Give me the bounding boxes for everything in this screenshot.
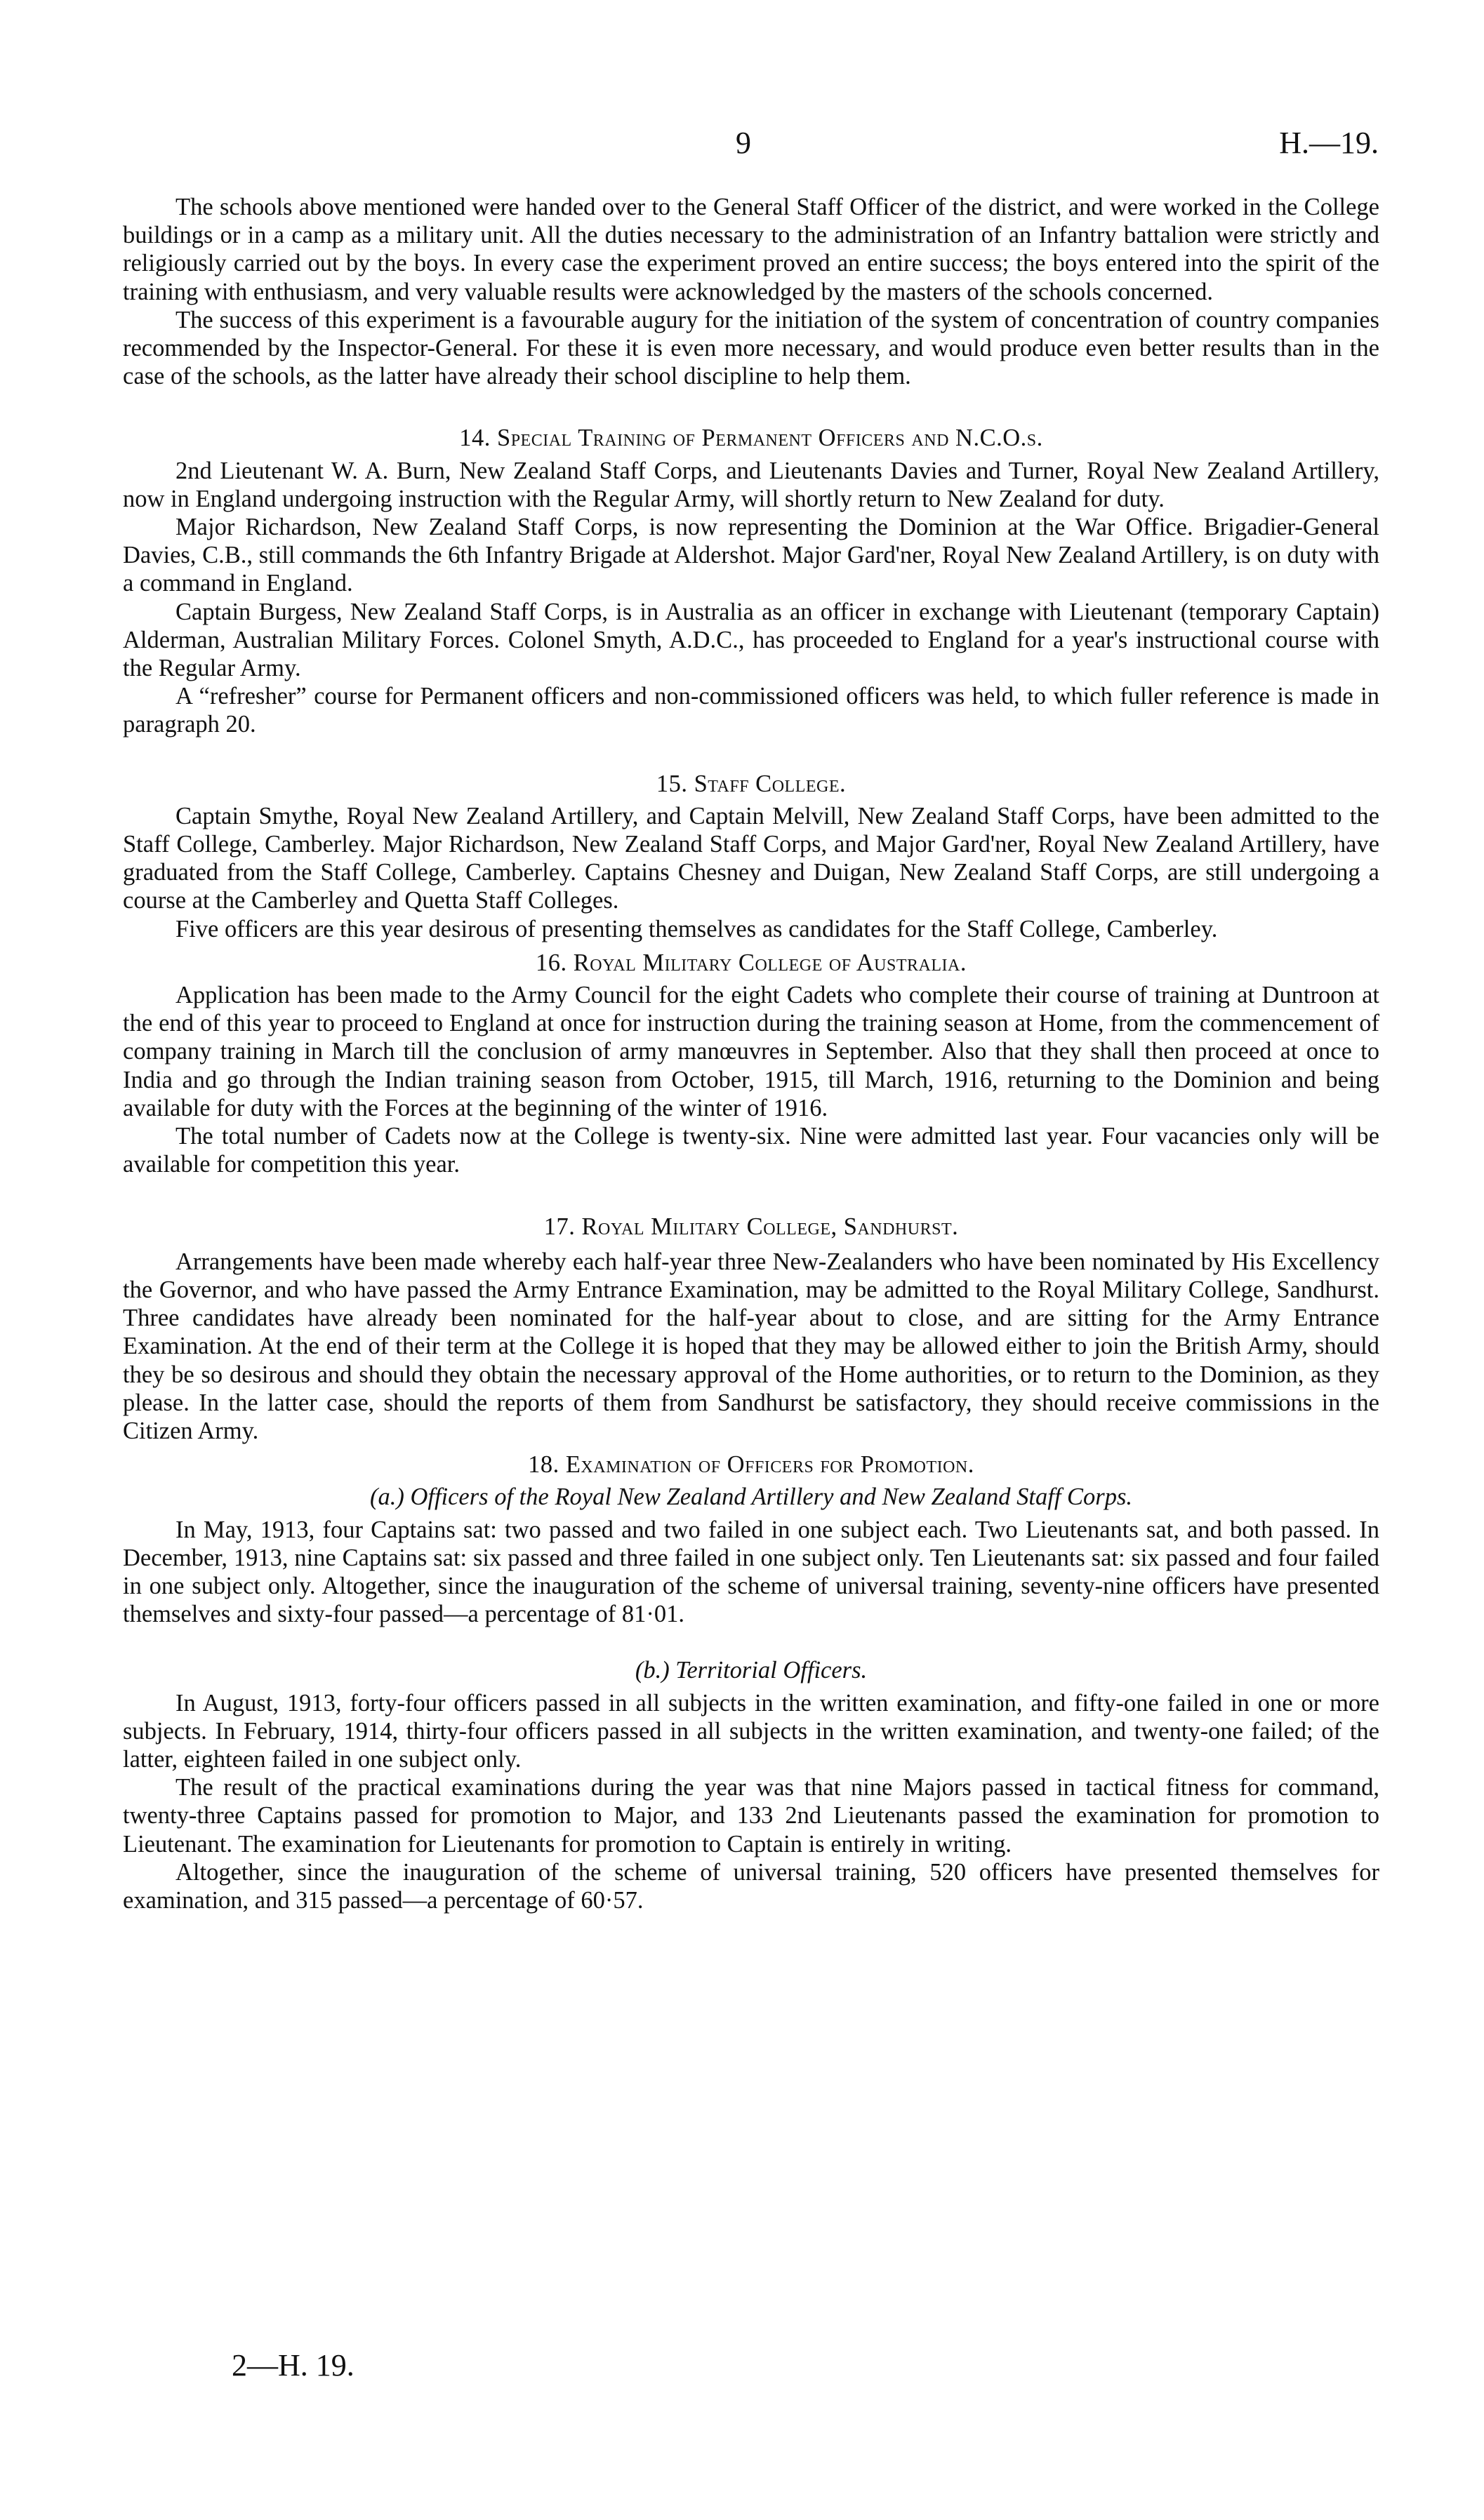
document-reference: H.—19. (1279, 126, 1379, 160)
section-heading-15: 15. Staff College. (656, 770, 847, 797)
paragraph: 2nd Lieutenant W. A. Burn, New Zealand Staff Corps, and Lieutenants Davies and Turner, Royal New Zealand Artillery, now in England undergoing instruction with the Regular Army, will shortly return to New Zealand for duty. (123, 457, 1379, 512)
paragraph: The total number of Cadets now at the College is twenty-six. Nine were admitted last year. Four vacancies only will be available for competition this year. (123, 1123, 1379, 1178)
paragraph: In May, 1913, four Captains sat: two passed and two failed in one subject each. Two Lieutenants sat, and both passed. In December, 1913, nine Captains sat: six passed and three failed in one subject only. Ten Lieutenants sat: six passed and four failed in one subject only. Altogether, since the inauguration of the scheme of universal training, seventy-nine officers have presented themselves and sixty-four passed—a percentage of 81·01. (123, 1516, 1379, 1628)
paragraph: Captain Smythe, Royal New Zealand Artillery, and Captain Melvill, New Zealand Staff Corps, have been admitted to the Staff College, Camberley. Major Richardson, New Zealand Staff Corps, and Major Gard'ner, Royal New Zealand Artillery, have graduated from the Staff College, Camberley. Captains Chesney and Duigan, New Zealand Staff Corps, are still undergoing a course at the Camberley and Quetta Staff Colleges. (123, 802, 1379, 914)
page-body (123, 193, 1379, 1914)
section-heading-14: 14. Special Training of Permanent Officers and N.C.O.s. (459, 425, 1043, 452)
paragraph: Captain Burgess, New Zealand Staff Corps, is in Australia as an officer in exchange with Lieutenant (temporary Captain) Alderman, Australian Military Forces. Colonel Smyth, A.D.C., has proceeded to England for a year's instructional course with the Regular Army. (123, 598, 1379, 682)
page-number: 9 (736, 126, 751, 160)
paragraph: Arrangements have been made whereby each half-year three New-Zealanders who have been nominated by His Excellency the Governor, and who have passed the Army Entrance Examination, may be admitted to the Royal Military College, Sandhurst. Three candidates have already been nominated for the half-year about to close, and are sitting for the Army Entrance Examination. At the end of their term at the College it is hoped that they may be allowed either to join the British Army, should they be so desirous and should they obtain the necessary approval of the Home authorities, or to return to the Dominion, as they please. In the latter case, should the reports of them from Sandhurst be satisfactory, they should receive commissions in the Citizen Army. (123, 1248, 1379, 1444)
paragraph: A “refresher” course for Permanent officers and non-commissioned officers was held, to which fuller reference is made in paragraph 20. (123, 683, 1379, 738)
paragraph: Major Richardson, New Zealand Staff Corps, is now representing the Dominion at the War Office. Brigadier-General Davies, C.B., still commands the 6th Infantry Brigade at Aldershot. Major Gard'ner, Royal New Zealand Artillery, is on duty with a command in England. (123, 514, 1379, 597)
paragraph: Altogether, since the inauguration of the scheme of universal training, 520 officers have presented themselves for examination, and 315 passed—a percentage of 60·57. (123, 1858, 1379, 1914)
paragraph: The result of the practical examinations during the year was that nine Majors passed in tactical fitness for command, twenty-three Captains passed for promotion to Major, and 133 2nd Lieutenants passed the examination for promotion to Lieutenant. The examination for Lieutenants for promotion to Captain is entirely in writing. (123, 1774, 1379, 1858)
page-header (0, 125, 1484, 167)
section-heading-17: 17. Royal Military College, Sandhurst. (543, 1213, 959, 1240)
subsection-heading-b: (b.) Territorial Officers. (635, 1657, 868, 1684)
paragraph: The schools above mentioned were handed over to the General Staff Officer of the district, and were worked in the College buildings or in a camp as a military unit. All the duties necessary to the administration of an Infantry battalion were strictly and religiously carried out by the boys. In every case the experiment proved an entire success; the boys entered into the spirit of the training with enthusiasm, and very valuable results were acknowledged by the masters of the schools concerned. (123, 194, 1379, 305)
subsection-heading-a: (a.) Officers of the Royal New Zealand Artillery and New Zealand Staff Corps. (369, 1484, 1133, 1511)
paragraph: Application has been made to the Army Council for the eight Cadets who complete their course of training at Duntroon at the end of this year to proceed to England at once for instruction during the training season at Home, from the commencement of company training in March till the conclusion of army manœuvres in September. Also that they shall then proceed at once to India and go through the Indian training season from October, 1915, till March, 1916, returning to the Dominion and being available for duty with the Forces at the beginning of the winter of 1916. (123, 982, 1379, 1121)
paragraph: In August, 1913, forty-four officers passed in all subjects in the written examination, and fifty-one failed in one or more subjects. In February, 1914, thirty-four officers passed in all subjects in the written examination, and twenty-one failed; of the latter, eighteen failed in one subject only. (123, 1689, 1379, 1773)
section-heading-18: 18. Examination of Officers for Promotion. (528, 1451, 974, 1479)
paragraph: Five officers are this year desirous of presenting themselves as candidates for the Staff College, Camberley. (175, 915, 1218, 942)
paragraph: The success of this experiment is a favourable augury for the initiation of the system of concentration of country companies recommended by the Inspector-General. For these it is even more necessary, and would produce even better results than in the case of the schools, as the latter have already their school discipline to help them. (123, 306, 1379, 390)
signature-mark: 2—H. 19. (232, 2348, 355, 2382)
section-heading-16: 16. Royal Military College of Australia. (536, 949, 967, 976)
